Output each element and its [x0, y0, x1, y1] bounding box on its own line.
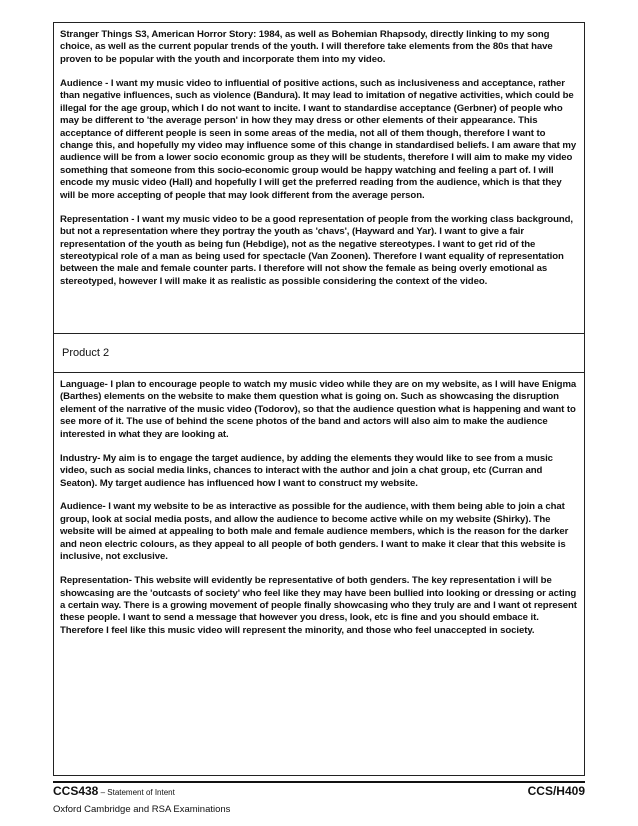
intent-section-lower [53, 372, 585, 776]
paragraph-representation-website: Representation- This website will evidently be representative of both genders. The key representation i will be showcasing are the 'outcasts of society' who feel like they may have been bullied into looking or dressing or acting a certain way. There is a growing movement of people finally showcasing who they truly are and I want ot represent these people. I want to send a message that however you dress, look, etc is fine and you should embace it. Therefore I feel like this music video will represent the minority, and those who feel unaccepted in society. [60, 575, 577, 636]
footer-code: CCS438 [53, 784, 99, 798]
product-label-row [53, 333, 585, 373]
product-label: Product 2 [62, 347, 110, 359]
footer-left [53, 784, 175, 798]
paragraph-audience-website: Audience- I want my website to be as interactive as possible for the audience, with them being able to join a chat group, look at social media posts, and allow the audience to become active while on my website (Shirky). The website will be aimed at appealing to both male and female audience members, which is the reason for the darker and neon electric colours, as they appeal to all people of both genders. I want to make it clear that this website is inclusive, not exclusive. [60, 501, 569, 563]
footer-organization: Oxford Cambridge and RSA Examinations [53, 804, 231, 815]
intent-section-upper [53, 22, 585, 334]
paragraph-audience: Audience - I want my music video to influential of positive actions, such as inclusiveness and acceptance, rather than negative influences, such as violence (Bandura). It may lead to imitation of negative activities, which could be illegal for the age group, which I do not want to incite. I want to standardise acceptance (Gerbner) of people who may be different to 'the average person' in how they may dress or other elements of their appearance. This acceptance of different people is seen in some areas of the media, not all of them though, therefore I want to change this, and hopefully my video may influence some of this change in standardised beliefs. I am aware that my audience will be from a lower socio economic group as they will be students, therefore I will aim to make my video something that someone from this socio-economic group would be happy watching and feeling a part of. I will encode my music video (Hall) and hopefully I will get the preferred reading from the audience, which is that they will be more accepting of people that may look different from the average person. [60, 77, 577, 201]
paragraph-representation: Representation - I want my music video to be a good representation of people from the working class background, but not a representation where they portray the youth as 'chavs', (Hayward and Yar). I want to give a fair representation of the youth as being fun (Hebdige), not as the negative stereotypes. I want to get rid of the stereotypical role of a man as being used for spectacle (Van Zoonen). Therefore I want equality of representation between the male and female counter parts. I therefore will not show the female as being overly emotional as stereotyped, however I will make it as realistic as possible considering the context of the video. [60, 213, 574, 287]
footer [53, 784, 585, 798]
footer-subtitle: – Statement of Intent [98, 788, 175, 797]
paragraph-influences: Stranger Things S3, American Horror Story: 1984, as well as Bohemian Rhapsody, directly linking to my song choice, as well as the current popular trends of the youth. I will therefore take elements from the 80s that have proven to be popular with the youth and incorporate them into my video. [60, 29, 553, 65]
footer-divider [53, 781, 585, 783]
paragraph-language: Language- I plan to encourage people to watch my music video while they are on my website, as I will have Enigma (Barthes) elements on the website to make them question what is going on. Such as showcasing the disruption element of the narrative of the music video (Todorov), so that the audience question what is happening and want to see more of it. The use of behind the scene photos of the band and actors will also aim to make the audience interested in what they are looking at. [60, 379, 577, 440]
paragraph-industry: Industry- My aim is to engage the target audience, by adding the elements they would like to see from a music video, such as social media links, chances to interact with the author and join a chat group, etc (Curran and Seaton). My target audience has influenced how I want to construct my website. [60, 452, 553, 489]
footer-right-code: CCS/H409 [527, 784, 585, 798]
